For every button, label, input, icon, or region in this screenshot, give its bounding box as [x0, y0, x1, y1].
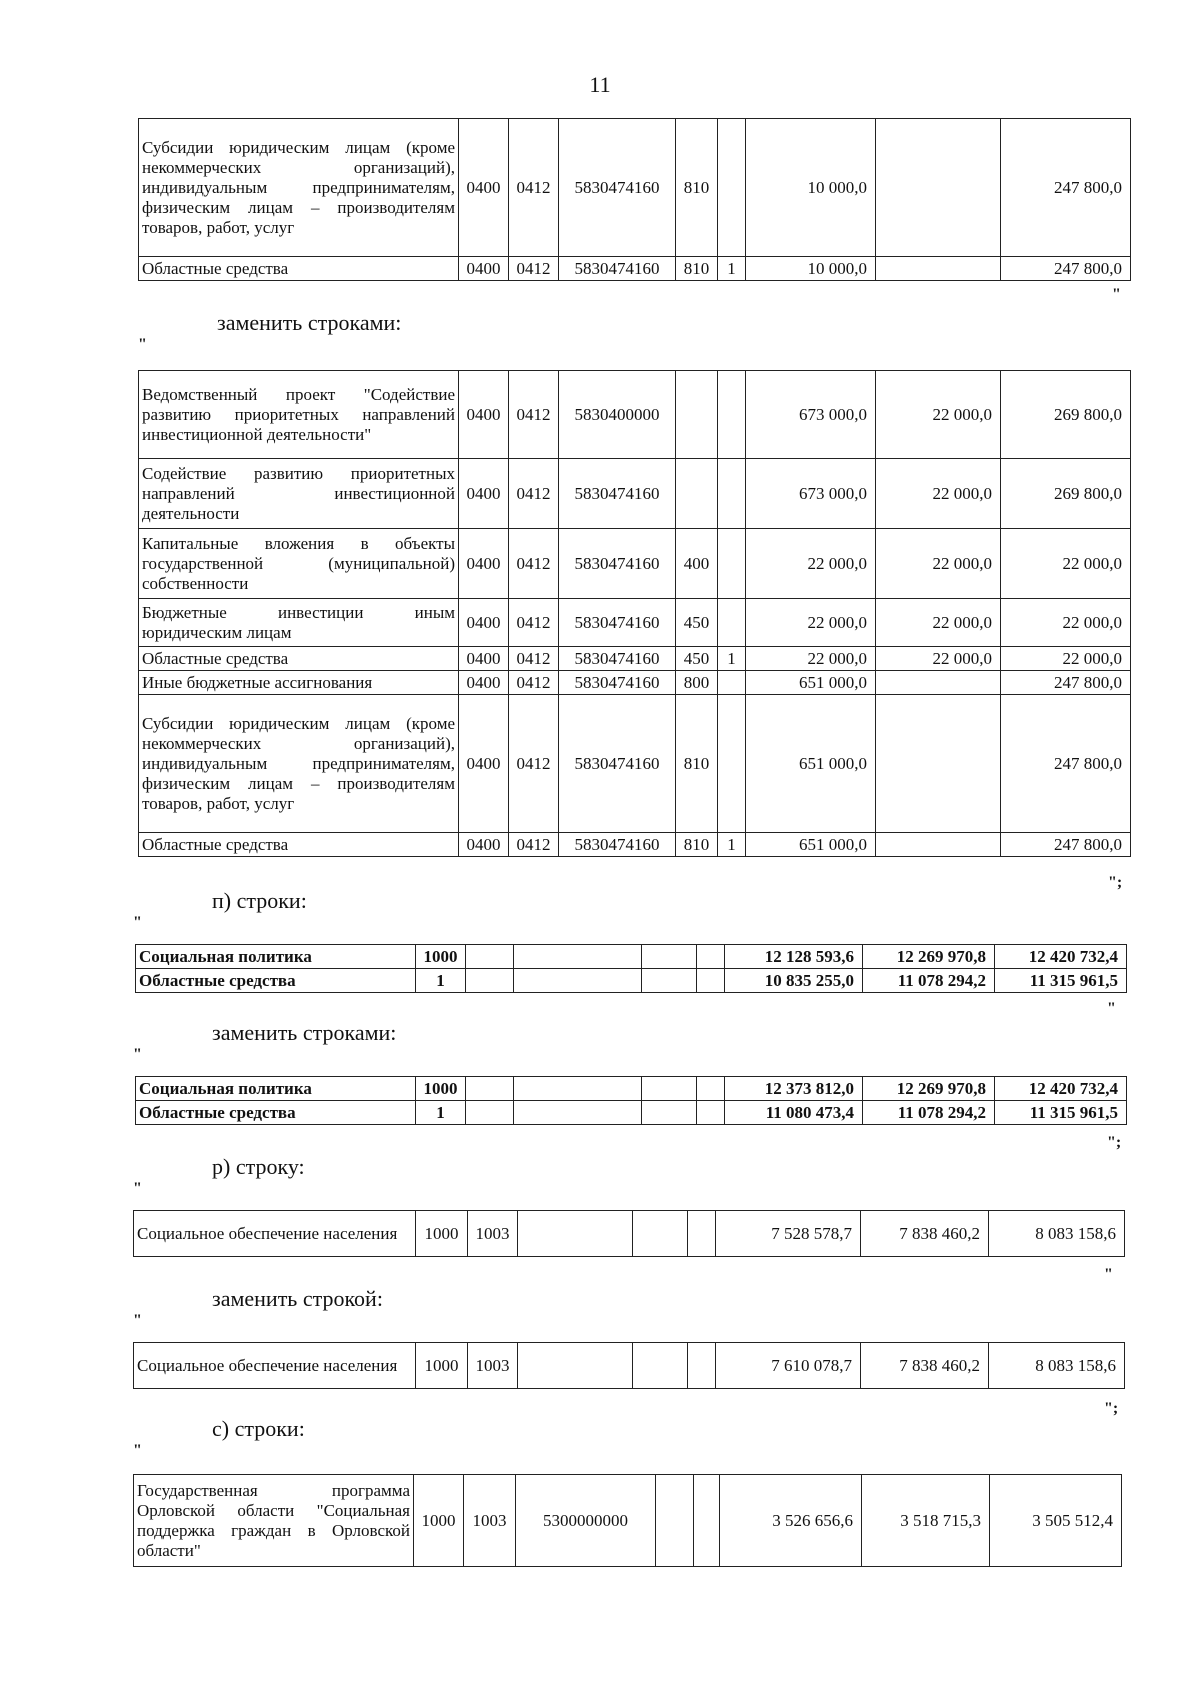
expense-type-code [642, 945, 697, 969]
amount-year-3: 247 800,0 [1001, 257, 1131, 281]
funding-source-code [697, 969, 725, 993]
amount-year-3: 269 800,0 [1001, 371, 1131, 459]
section-code: 1000 [416, 1077, 466, 1101]
subsection-code: 0412 [509, 119, 559, 257]
amount-year-1: 10 000,0 [746, 257, 876, 281]
subsection-code: 0412 [509, 833, 559, 857]
section-code: 0400 [459, 119, 509, 257]
opening-quote: " [138, 336, 147, 353]
instruction-phrase: п) строки: [212, 888, 307, 913]
instruction-phrase: с) строки: [212, 1416, 305, 1441]
row-name: Ведомственный проект "Содействие развитию приоритетных направлений инвестиционной деятельности" [139, 371, 459, 459]
closing-quote: " [1112, 286, 1121, 303]
target-article-code [514, 1077, 642, 1101]
amount-year-1: 673 000,0 [746, 459, 876, 529]
section-code: 1000 [416, 945, 466, 969]
amount-year-2 [876, 257, 1001, 281]
amount-year-3: 8 083 158,6 [989, 1211, 1125, 1257]
funding-source-code [718, 599, 746, 647]
funding-source-code [688, 1211, 716, 1257]
target-article-code: 5830474160 [559, 459, 676, 529]
amount-year-2: 22 000,0 [876, 599, 1001, 647]
section-code: 1 [416, 969, 466, 993]
table-row [139, 695, 1131, 833]
table-row [136, 969, 1127, 993]
subsection-code: 0412 [509, 371, 559, 459]
expense-type-code [633, 1343, 688, 1389]
amount-year-2: 11 078 294,2 [863, 1101, 995, 1125]
row-name: Социальная политика [136, 1077, 416, 1101]
subsection-code: 0412 [509, 459, 559, 529]
amount-year-2: 7 838 460,2 [861, 1211, 989, 1257]
table-row [134, 1343, 1125, 1389]
target-article-code: 5830474160 [559, 257, 676, 281]
section-code: 0400 [459, 833, 509, 857]
amount-year-2: 22 000,0 [876, 529, 1001, 599]
expense-type-code [642, 969, 697, 993]
amount-year-2: 11 078 294,2 [863, 969, 995, 993]
amount-year-2: 22 000,0 [876, 647, 1001, 671]
amount-year-3: 22 000,0 [1001, 647, 1131, 671]
expense-type-code [633, 1211, 688, 1257]
target-article-code [518, 1343, 633, 1389]
opening-quote: " [133, 914, 142, 931]
row-name: Социальное обеспечение населения [134, 1211, 416, 1257]
budget-table-7 [133, 1474, 1122, 1567]
table-row [134, 1211, 1125, 1257]
table-row [139, 671, 1131, 695]
amount-year-1: 12 373 812,0 [725, 1077, 863, 1101]
section-code: 0400 [459, 599, 509, 647]
section-code: 0400 [459, 529, 509, 599]
expense-type-code: 400 [676, 529, 718, 599]
instruction-phrase: р) строку: [212, 1154, 305, 1179]
target-article-code: 5830474160 [559, 671, 676, 695]
expense-type-code: 810 [676, 833, 718, 857]
funding-source-code [718, 119, 746, 257]
amount-year-1: 12 128 593,6 [725, 945, 863, 969]
table-row [139, 257, 1131, 281]
amount-year-1: 651 000,0 [746, 695, 876, 833]
subsection-code: 0412 [509, 647, 559, 671]
funding-source-code [688, 1343, 716, 1389]
table-row [136, 1077, 1127, 1101]
target-article-code: 5830400000 [559, 371, 676, 459]
subsection-code: 0412 [509, 599, 559, 647]
amount-year-1: 22 000,0 [746, 599, 876, 647]
closing-quote: "; [1104, 1400, 1119, 1417]
budget-table-2 [138, 370, 1131, 857]
amount-year-3: 8 083 158,6 [989, 1343, 1125, 1389]
subsection-code: 1003 [468, 1211, 518, 1257]
row-name: Областные средства [139, 833, 459, 857]
amount-year-1: 22 000,0 [746, 647, 876, 671]
funding-source-code [718, 529, 746, 599]
opening-quote: " [133, 1442, 142, 1459]
table-row [136, 1101, 1127, 1125]
amount-year-2: 12 269 970,8 [863, 945, 995, 969]
opening-quote: " [133, 1046, 142, 1063]
section-code: 1000 [416, 1211, 468, 1257]
row-name: Иные бюджетные ассигнования [139, 671, 459, 695]
subsection-code: 0412 [509, 671, 559, 695]
page-number: 11 [589, 72, 611, 97]
expense-type-code: 450 [676, 599, 718, 647]
amount-year-3: 12 420 732,4 [995, 1077, 1127, 1101]
row-name: Содействие развитию приоритетных направлений инвестиционной деятельности [139, 459, 459, 529]
section-code: 0400 [459, 371, 509, 459]
section-code: 0400 [459, 695, 509, 833]
amount-year-1: 7 610 078,7 [716, 1343, 861, 1389]
instruction-phrase: заменить строкой: [212, 1286, 383, 1311]
target-article-code [518, 1211, 633, 1257]
subsection-code: 1003 [464, 1475, 516, 1567]
row-name: Государственная программа Орловской области "Социальная поддержка граждан в Орловской области" [134, 1475, 414, 1567]
expense-type-code: 800 [676, 671, 718, 695]
table-row [139, 371, 1131, 459]
section-code: 0400 [459, 647, 509, 671]
amount-year-3: 11 315 961,5 [995, 969, 1127, 993]
closing-quote: " [1104, 1266, 1113, 1283]
subsection-code [466, 1077, 514, 1101]
opening-quote: " [133, 1180, 142, 1197]
target-article-code [514, 1101, 642, 1125]
amount-year-3: 247 800,0 [1001, 695, 1131, 833]
expense-type-code [642, 1077, 697, 1101]
amount-year-3: 12 420 732,4 [995, 945, 1127, 969]
expense-type-code [656, 1475, 694, 1567]
row-name: Социальная политика [136, 945, 416, 969]
subsection-code [466, 945, 514, 969]
funding-source-code: 1 [718, 833, 746, 857]
amount-year-3: 247 800,0 [1001, 119, 1131, 257]
row-name: Областные средства [136, 969, 416, 993]
amount-year-2: 7 838 460,2 [861, 1343, 989, 1389]
amount-year-1: 651 000,0 [746, 833, 876, 857]
funding-source-code [697, 945, 725, 969]
amount-year-1: 7 528 578,7 [716, 1211, 861, 1257]
amount-year-2 [876, 119, 1001, 257]
instruction-phrase: заменить строками: [212, 1020, 397, 1045]
closing-quote: "; [1108, 874, 1123, 891]
table-row [139, 833, 1131, 857]
instruction-phrase: заменить строками: [217, 310, 402, 335]
section-code: 1000 [414, 1475, 464, 1567]
row-name: Областные средства [136, 1101, 416, 1125]
expense-type-code: 810 [676, 119, 718, 257]
section-code: 0400 [459, 459, 509, 529]
closing-quote: "; [1107, 1134, 1122, 1151]
subsection-code: 0412 [509, 695, 559, 833]
section-code: 0400 [459, 671, 509, 695]
section-code: 1000 [416, 1343, 468, 1389]
funding-source-code [718, 459, 746, 529]
amount-year-3: 3 505 512,4 [990, 1475, 1122, 1567]
expense-type-code: 810 [676, 695, 718, 833]
amount-year-1: 3 526 656,6 [720, 1475, 862, 1567]
budget-table-3 [135, 944, 1127, 993]
table-row [136, 945, 1127, 969]
target-article-code: 5830474160 [559, 119, 676, 257]
target-article-code: 5830474160 [559, 647, 676, 671]
target-article-code: 5830474160 [559, 599, 676, 647]
amount-year-2 [876, 833, 1001, 857]
expense-type-code [676, 459, 718, 529]
row-name: Субсидии юридическим лицам (кроме некоммерческих организаций), индивидуальным предпринимателям, физическим лицам – производителям товаров, работ, услуг [139, 119, 459, 257]
table-row [139, 647, 1131, 671]
expense-type-code [642, 1101, 697, 1125]
funding-source-code [718, 695, 746, 833]
amount-year-3: 269 800,0 [1001, 459, 1131, 529]
expense-type-code [676, 371, 718, 459]
amount-year-1: 651 000,0 [746, 671, 876, 695]
subsection-code: 0412 [509, 257, 559, 281]
row-name: Социальное обеспечение населения [134, 1343, 416, 1389]
amount-year-3: 22 000,0 [1001, 529, 1131, 599]
opening-quote: " [133, 1312, 142, 1329]
subsection-code: 0412 [509, 529, 559, 599]
amount-year-2: 3 518 715,3 [862, 1475, 990, 1567]
table-row [139, 599, 1131, 647]
target-article-code: 5830474160 [559, 833, 676, 857]
target-article-code: 5830474160 [559, 695, 676, 833]
subsection-code: 1003 [468, 1343, 518, 1389]
row-name: Областные средства [139, 647, 459, 671]
funding-source-code [694, 1475, 720, 1567]
funding-source-code [718, 371, 746, 459]
row-name: Капитальные вложения в объекты государственной (муниципальной) собственности [139, 529, 459, 599]
section-code: 1 [416, 1101, 466, 1125]
row-name: Бюджетные инвестиции иным юридическим лицам [139, 599, 459, 647]
amount-year-1: 11 080 473,4 [725, 1101, 863, 1125]
amount-year-2: 12 269 970,8 [863, 1077, 995, 1101]
table-row [139, 119, 1131, 257]
amount-year-1: 673 000,0 [746, 371, 876, 459]
amount-year-2: 22 000,0 [876, 371, 1001, 459]
amount-year-3: 247 800,0 [1001, 833, 1131, 857]
table-row [139, 459, 1131, 529]
table-row [139, 529, 1131, 599]
target-article-code [514, 945, 642, 969]
amount-year-3: 22 000,0 [1001, 599, 1131, 647]
amount-year-3: 247 800,0 [1001, 671, 1131, 695]
section-code: 0400 [459, 257, 509, 281]
expense-type-code: 450 [676, 647, 718, 671]
table-row [134, 1475, 1122, 1567]
target-article-code [514, 969, 642, 993]
funding-source-code [697, 1077, 725, 1101]
amount-year-2 [876, 695, 1001, 833]
budget-table-1 [138, 118, 1131, 281]
row-name: Субсидии юридическим лицам (кроме некоммерческих организаций), индивидуальным предпринимателям, физическим лицам – производителям товаров, работ, услуг [139, 695, 459, 833]
funding-source-code: 1 [718, 257, 746, 281]
amount-year-1: 10 000,0 [746, 119, 876, 257]
funding-source-code [697, 1101, 725, 1125]
budget-table-4 [135, 1076, 1127, 1125]
row-name: Областные средства [139, 257, 459, 281]
closing-quote: " [1107, 1000, 1116, 1017]
expense-type-code: 810 [676, 257, 718, 281]
funding-source-code: 1 [718, 647, 746, 671]
target-article-code: 5830474160 [559, 529, 676, 599]
funding-source-code [718, 671, 746, 695]
amount-year-1: 22 000,0 [746, 529, 876, 599]
amount-year-3: 11 315 961,5 [995, 1101, 1127, 1125]
amount-year-1: 10 835 255,0 [725, 969, 863, 993]
subsection-code [466, 969, 514, 993]
amount-year-2: 22 000,0 [876, 459, 1001, 529]
budget-table-5 [133, 1210, 1125, 1257]
amount-year-2 [876, 671, 1001, 695]
target-article-code: 5300000000 [516, 1475, 656, 1567]
budget-table-6 [133, 1342, 1125, 1389]
subsection-code [466, 1101, 514, 1125]
